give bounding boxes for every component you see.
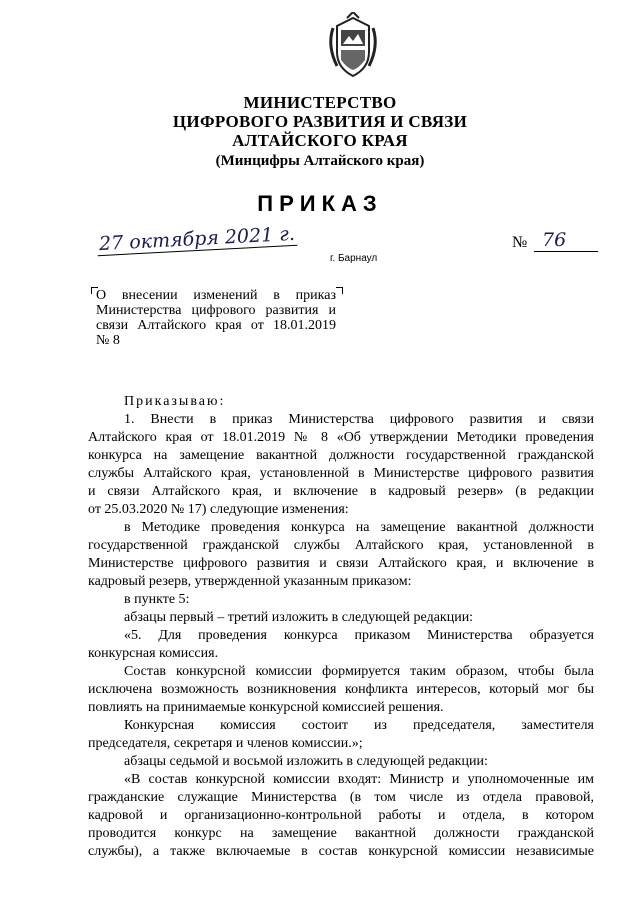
body-line: абзацы первый – третий изложить в следующей редакции: xyxy=(124,610,474,625)
handwritten-number: 76 xyxy=(534,229,598,252)
ministry-line-2: ЦИФРОВОГО РАЗВИТИЯ И СВЯЗИ xyxy=(172,112,468,131)
body-line: абзацы седьмой и восьмой изложить в следующей редакции: xyxy=(124,754,488,769)
body-line: конкурса на замещение вакантной должности государственной гражданской xyxy=(88,448,594,463)
coat-of-arms-emblem xyxy=(323,12,383,80)
body-line: и связи Алтайского края, и включение в кадровый резерв» (в редакции xyxy=(88,484,594,499)
body-line: Приказываю: xyxy=(124,394,226,409)
city-label: г. Барнаул xyxy=(330,253,378,264)
subject-block xyxy=(96,288,336,348)
ministry-short-name: (Минцифры Алтайского края) xyxy=(215,153,425,169)
body-line: председателя, секретаря и членов комиссии.»; xyxy=(88,736,363,751)
body-line: повлиять на принимаемые конкурсной комиссией решения. xyxy=(88,700,444,715)
body-line: «В состав конкурсной комиссии входят: Министр и уполномоченные им xyxy=(124,772,594,787)
body-line: Состав конкурсной комиссии формируется таким образом, чтобы была xyxy=(124,664,594,679)
body-line: Алтайского края от 18.01.2019 № 8 «Об утверждении Методики проведения xyxy=(88,430,594,445)
body-line: гражданские служащие Министерства (в том числе из отдела правовой, xyxy=(88,790,594,805)
handwritten-date: 27 октября 2021 г. xyxy=(97,223,298,256)
subject-line: Министерства цифрового развития и xyxy=(96,303,336,318)
body-line: кадровой и организационно-контрольной работы и отдела, в котором xyxy=(88,808,594,823)
body-line: конкурсная комиссия. xyxy=(88,646,219,661)
body-line: кадровый резерв, утвержденной указанным приказом: xyxy=(88,574,412,589)
subject-line: О внесении изменений в приказ xyxy=(96,288,336,303)
body-line: исключена возможность возникновения конфликта интересов, который мог бы xyxy=(88,682,594,697)
body-line: в Методике проведения конкурса на замещение вакантной должности xyxy=(124,520,594,535)
ministry-name xyxy=(0,93,640,150)
body-line: службы Алтайского края, установленной в Министерстве цифрового развития xyxy=(88,466,594,481)
subject-line: № 8 xyxy=(96,333,120,348)
body-line: от 25.03.2020 № 17) следующие изменения: xyxy=(88,502,349,517)
body-line: «5. Для проведения конкурса приказом Министерства образуется xyxy=(124,628,594,643)
body-line: Министерстве цифрового развития и связи Алтайского края, и включение в xyxy=(88,556,594,571)
number-label: № xyxy=(512,234,528,251)
body-line: государственной гражданской службы Алтайского края, установленной в xyxy=(88,538,594,553)
subject-line: связи Алтайского края от 18.01.2019 xyxy=(96,318,336,333)
body-line: Конкурсная комиссия состоит из председателя, заместителя xyxy=(124,718,594,733)
body-line: проводится конкурс на замещение вакантной должности гражданской xyxy=(88,826,594,841)
subject-bracket-right xyxy=(336,287,343,294)
body-line: 1. Внести в приказ Министерства цифрового развития и связи xyxy=(124,412,594,427)
ministry-line-3: АЛТАЙСКОГО КРАЯ xyxy=(232,131,408,150)
ministry-line-1: МИНИСТЕРСТВО xyxy=(243,93,397,112)
body-line: в пункте 5: xyxy=(124,592,190,607)
body-line: службы), а также включаемые в состав конкурсной комиссии независимые xyxy=(88,844,594,859)
order-body xyxy=(88,393,594,861)
document-type-title: ПРИКАЗ xyxy=(257,191,383,216)
